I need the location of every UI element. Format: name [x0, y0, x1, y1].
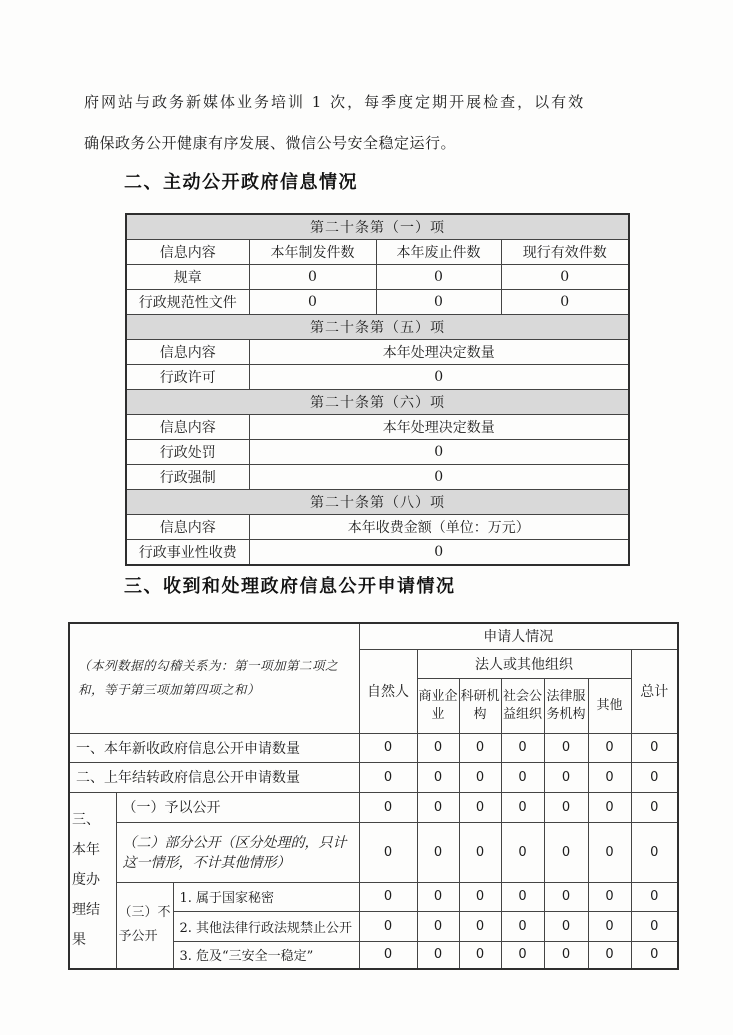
t1-header-cell: 本年制发件数	[249, 240, 376, 265]
t2-header-org-type: 社会公益组织	[501, 678, 544, 733]
t2-value-cell: 0	[459, 911, 501, 941]
t1-value-cell: 0	[249, 465, 629, 490]
t2-value-cell: 0	[588, 792, 631, 822]
table-row	[126, 340, 629, 365]
t1-header-cell: 本年收费金额（单位：万元）	[249, 515, 629, 540]
t1-value-cell: 0	[249, 365, 629, 390]
t2-header-org-type: 商业企业	[417, 678, 459, 733]
t1-row-label: 行政许可	[126, 365, 249, 390]
t2-value-cell: 0	[588, 733, 631, 762]
t2-value-cell: 0	[544, 941, 588, 969]
t1-header-cell: 本年处理决定数量	[249, 415, 629, 440]
t2-value-cell: 0	[417, 882, 459, 911]
t2-header-org-type: 其他	[588, 678, 631, 733]
table-row	[126, 540, 629, 566]
table-row	[69, 733, 678, 762]
t1-header-cell: 本年废止件数	[376, 240, 501, 265]
t2-row-label: （一）予以公开	[116, 792, 359, 822]
table-row	[69, 822, 678, 882]
t2-value-cell: 0	[544, 911, 588, 941]
t2-value-cell: 0	[588, 941, 631, 969]
t1-row-label: 行政事业性收费	[126, 540, 249, 566]
t1-value-cell: 0	[249, 540, 629, 566]
t2-value-cell: 0	[501, 733, 544, 762]
table-row	[126, 214, 629, 240]
t2-value-cell: 0	[359, 941, 417, 969]
t2-value-cell: 0	[359, 882, 417, 911]
t2-header-org-type: 法律服务机构	[544, 678, 588, 733]
t1-header-cell: 本年处理决定数量	[249, 340, 629, 365]
t2-value-cell: 0	[631, 882, 678, 911]
t2-value-cell: 0	[588, 762, 631, 792]
t2-value-cell: 0	[417, 941, 459, 969]
intro-line: 府网站与政务新媒体业务培训 1 次，每季度定期开展检查，以有效	[84, 93, 586, 111]
t1-row-label: 行政规范性文件	[126, 290, 249, 315]
table-row	[126, 365, 629, 390]
t2-value-cell: 0	[459, 792, 501, 822]
t1-header-cell: 信息内容	[126, 415, 249, 440]
t2-value-cell: 0	[501, 792, 544, 822]
t1-value-cell: 0	[376, 290, 501, 315]
t2-value-cell: 0	[631, 733, 678, 762]
t1-value-cell: 0	[249, 265, 376, 290]
t2-value-cell: 0	[631, 762, 678, 792]
t2-value-cell: 0	[359, 911, 417, 941]
t2-value-cell: 0	[359, 733, 417, 762]
t2-value-cell: 0	[588, 882, 631, 911]
t2-row-label: 3. 危及“三安全一稳定”	[173, 941, 359, 969]
t2-row-label: 2. 其他法律行政法规禁止公开	[173, 911, 359, 941]
t2-value-cell: 0	[501, 941, 544, 969]
t1-value-cell: 0	[249, 440, 629, 465]
t2-row-label: （二）部分公开（区分处理的，只计这一情形，不计其他情形）	[116, 822, 359, 882]
t2-value-cell: 0	[544, 733, 588, 762]
t2-value-cell: 0	[501, 911, 544, 941]
t1-header-cell: 信息内容	[126, 515, 249, 540]
t2-row-label: 二、上年结转政府信息公开申请数量	[69, 762, 359, 792]
t2-value-cell: 0	[544, 762, 588, 792]
table-row	[69, 762, 678, 792]
intro-line: 确保政务公开健康有序发展、微信公号安全稳定运行。	[84, 134, 457, 152]
table-row	[69, 792, 678, 822]
t2-value-cell: 0	[501, 882, 544, 911]
t2-value-cell: 0	[544, 882, 588, 911]
t2-value-cell: 0	[544, 822, 588, 882]
intro-paragraph	[84, 82, 659, 164]
t2-header-applicant: 申请人情况	[359, 623, 678, 649]
t1-header-cell: 信息内容	[126, 340, 249, 365]
table-row	[126, 265, 629, 290]
t2-value-cell: 0	[459, 762, 501, 792]
t2-value-cell: 0	[501, 762, 544, 792]
table-row	[69, 882, 678, 911]
t1-band-article20-1: 第二十条第（一）项	[126, 214, 629, 240]
t1-row-label: 行政处罚	[126, 440, 249, 465]
t2-value-cell: 0	[631, 941, 678, 969]
t2-value-cell: 0	[459, 822, 501, 882]
t2-value-cell: 0	[417, 762, 459, 792]
proactive-disclosure-table	[125, 213, 630, 566]
t2-value-cell: 0	[359, 792, 417, 822]
table-row	[126, 315, 629, 340]
table-row	[126, 440, 629, 465]
t2-row-label: 1. 属于国家秘密	[173, 882, 359, 911]
t1-row-label: 规章	[126, 265, 249, 290]
t2-value-cell: 0	[359, 822, 417, 882]
t2-value-cell: 0	[501, 822, 544, 882]
table-row	[126, 515, 629, 540]
t2-header-natural-person: 自然人	[359, 649, 417, 733]
t2-value-cell: 0	[417, 792, 459, 822]
section-title-proactive: 二、主动公开政府信息情况	[124, 172, 358, 193]
t1-row-label: 行政强制	[126, 465, 249, 490]
t2-row-label: 一、本年新收政府信息公开申请数量	[69, 733, 359, 762]
t2-value-cell: 0	[631, 911, 678, 941]
t2-value-cell: 0	[459, 733, 501, 762]
t1-value-cell: 0	[501, 290, 629, 315]
t2-value-cell: 0	[459, 882, 501, 911]
t2-value-cell: 0	[417, 733, 459, 762]
t2-value-cell: 0	[588, 911, 631, 941]
t1-header-cell: 现行有效件数	[501, 240, 629, 265]
t2-value-cell: 0	[631, 822, 678, 882]
t2-value-cell: 0	[417, 822, 459, 882]
t1-band-article20-5: 第二十条第（五）项	[126, 315, 629, 340]
table-row	[126, 390, 629, 415]
table-row	[126, 490, 629, 515]
t1-band-article20-6: 第二十条第（六）项	[126, 390, 629, 415]
t1-value-cell: 0	[249, 290, 376, 315]
t2-value-cell: 0	[588, 822, 631, 882]
t2-refuse-group-label: （三）不予公开	[116, 882, 173, 969]
t1-header-cell: 信息内容	[126, 240, 249, 265]
table-row	[69, 623, 678, 649]
table-row	[126, 465, 629, 490]
t2-value-cell: 0	[359, 762, 417, 792]
table-row	[126, 290, 629, 315]
t2-value-cell: 0	[631, 792, 678, 822]
t2-result-group-label: 三、本年度办理结果	[69, 792, 116, 969]
table-row	[126, 415, 629, 440]
t2-header-legal-org: 法人或其他组织	[417, 649, 631, 678]
t1-value-cell: 0	[376, 265, 501, 290]
section-title-requests: 三、收到和处理政府信息公开申请情况	[124, 576, 456, 597]
table-row	[126, 240, 629, 265]
t2-header-total: 总计	[631, 649, 678, 733]
t2-value-cell: 0	[544, 792, 588, 822]
t1-band-article20-8: 第二十条第（八）项	[126, 490, 629, 515]
t2-value-cell: 0	[417, 911, 459, 941]
t2-value-cell: 0	[459, 941, 501, 969]
requests-table	[68, 622, 679, 970]
t2-note: （本列数据的勾稽关系为：第一项加第二项之和，等于第三项加第四项之和）	[69, 623, 359, 733]
t2-header-org-type: 科研机构	[459, 678, 501, 733]
t1-value-cell: 0	[501, 265, 629, 290]
